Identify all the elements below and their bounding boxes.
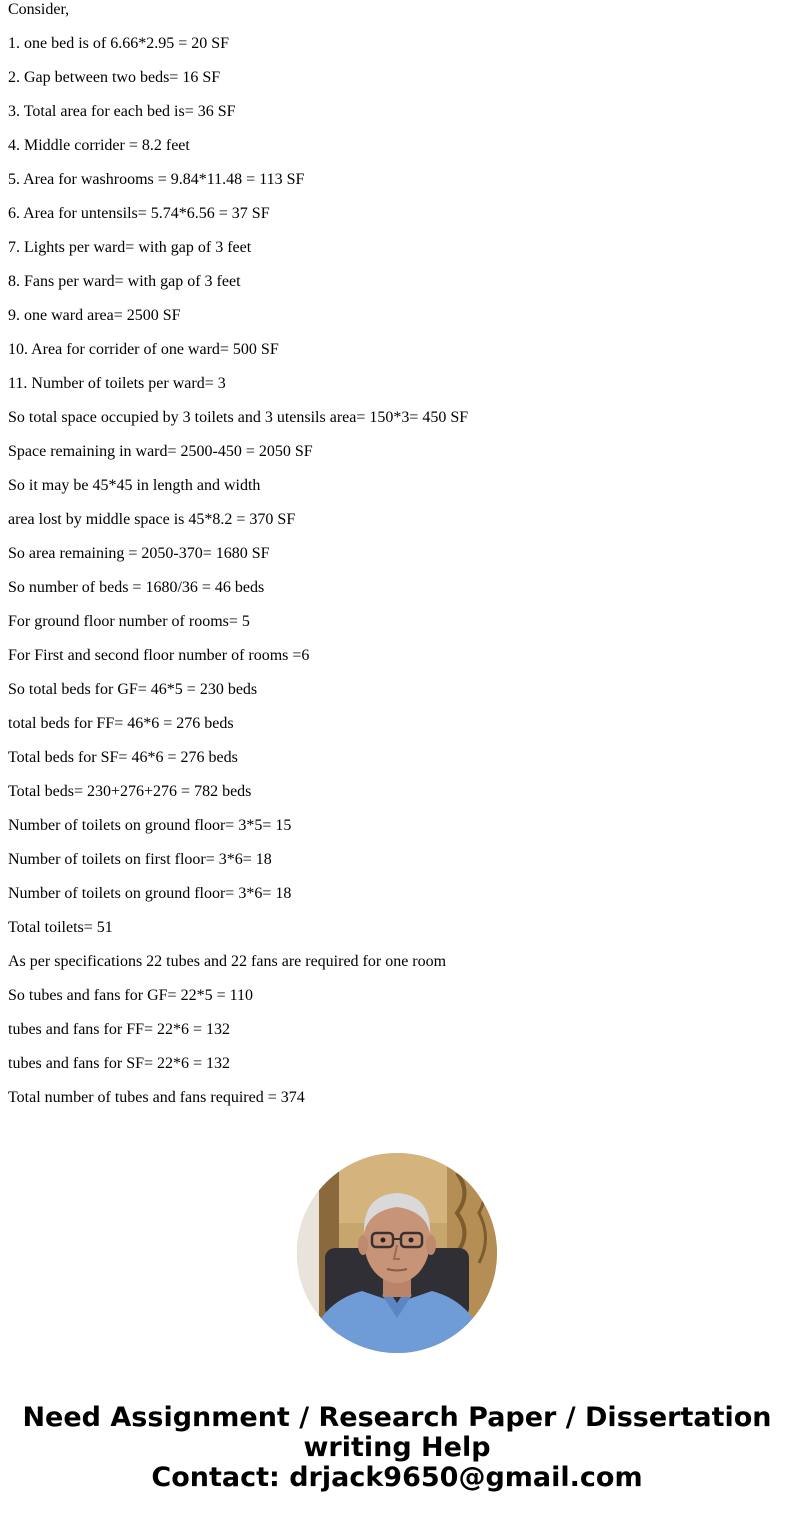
text-line: 6. Area for untensils= 5.74*6.56 = 37 SF bbox=[8, 205, 270, 222]
text-line: tubes and fans for FF= 22*6 = 132 bbox=[8, 1021, 231, 1038]
text-line: 5. Area for washrooms = 9.84*11.48 = 113 SF bbox=[8, 171, 305, 188]
text-line: Total toilets= 51 bbox=[8, 919, 113, 936]
text-line: So tubes and fans for GF= 22*5 = 110 bbox=[8, 987, 253, 1004]
text-line: For ground floor number of rooms= 5 bbox=[8, 613, 250, 630]
text-line: As per specifications 22 tubes and 22 fans are required for one room bbox=[8, 953, 447, 970]
text-line: Consider, bbox=[8, 1, 70, 18]
text-line: total beds for FF= 46*6 = 276 beds bbox=[8, 715, 234, 732]
text-line: Total beds= 230+276+276 = 782 beds bbox=[8, 783, 252, 800]
text-line: 10. Area for corrider of one ward= 500 SF bbox=[8, 341, 279, 358]
text-line: Number of toilets on ground floor= 3*5= 15 bbox=[8, 817, 292, 834]
text-line: So total beds for GF= 46*5 = 230 beds bbox=[8, 681, 258, 698]
text-line: tubes and fans for SF= 22*6 = 132 bbox=[8, 1055, 231, 1072]
text-line: area lost by middle space is 45*8.2 = 370 SF bbox=[8, 511, 296, 528]
text-line: 8. Fans per ward= with gap of 3 feet bbox=[8, 273, 241, 290]
text-line: 3. Total area for each bed is= 36 SF bbox=[8, 103, 236, 120]
author-photo-icon bbox=[297, 1153, 497, 1353]
text-line: 4. Middle corrider = 8.2 feet bbox=[8, 137, 190, 154]
text-line: So number of beds = 1680/36 = 46 beds bbox=[8, 579, 265, 596]
text-line: 11. Number of toilets per ward= 3 bbox=[8, 375, 226, 392]
text-line: Space remaining in ward= 2500-450 = 2050 SF bbox=[8, 443, 313, 460]
text-line: 7. Lights per ward= with gap of 3 feet bbox=[8, 239, 252, 256]
text-line: So area remaining = 2050-370= 1680 SF bbox=[8, 545, 270, 562]
solution-text bbox=[8, 0, 786, 1122]
author-avatar bbox=[297, 1153, 497, 1353]
text-line: So it may be 45*45 in length and width bbox=[8, 477, 261, 494]
promo-subheadline: writing Help bbox=[303, 1432, 491, 1463]
text-line: Total number of tubes and fans required = 374 bbox=[8, 1089, 305, 1106]
promo-headline: Need Assignment / Research Paper / Dissertation bbox=[22, 1402, 772, 1433]
text-line: Total beds for SF= 46*6 = 276 beds bbox=[8, 749, 238, 766]
text-line: 9. one ward area= 2500 SF bbox=[8, 307, 181, 324]
text-line: Number of toilets on first floor= 3*6= 18 bbox=[8, 851, 272, 868]
text-line: 1. one bed is of 6.66*2.95 = 20 SF bbox=[8, 35, 230, 52]
text-line: Number of toilets on ground floor= 3*6= 18 bbox=[8, 885, 292, 902]
promo-banner bbox=[0, 1403, 794, 1493]
promo-contact: Contact: drjack9650@gmail.com bbox=[151, 1462, 643, 1493]
text-line: For First and second floor number of rooms =6 bbox=[8, 647, 310, 664]
text-line: 2. Gap between two beds= 16 SF bbox=[8, 69, 221, 86]
text-line: So total space occupied by 3 toilets and 3 utensils area= 150*3= 450 SF bbox=[8, 409, 469, 426]
